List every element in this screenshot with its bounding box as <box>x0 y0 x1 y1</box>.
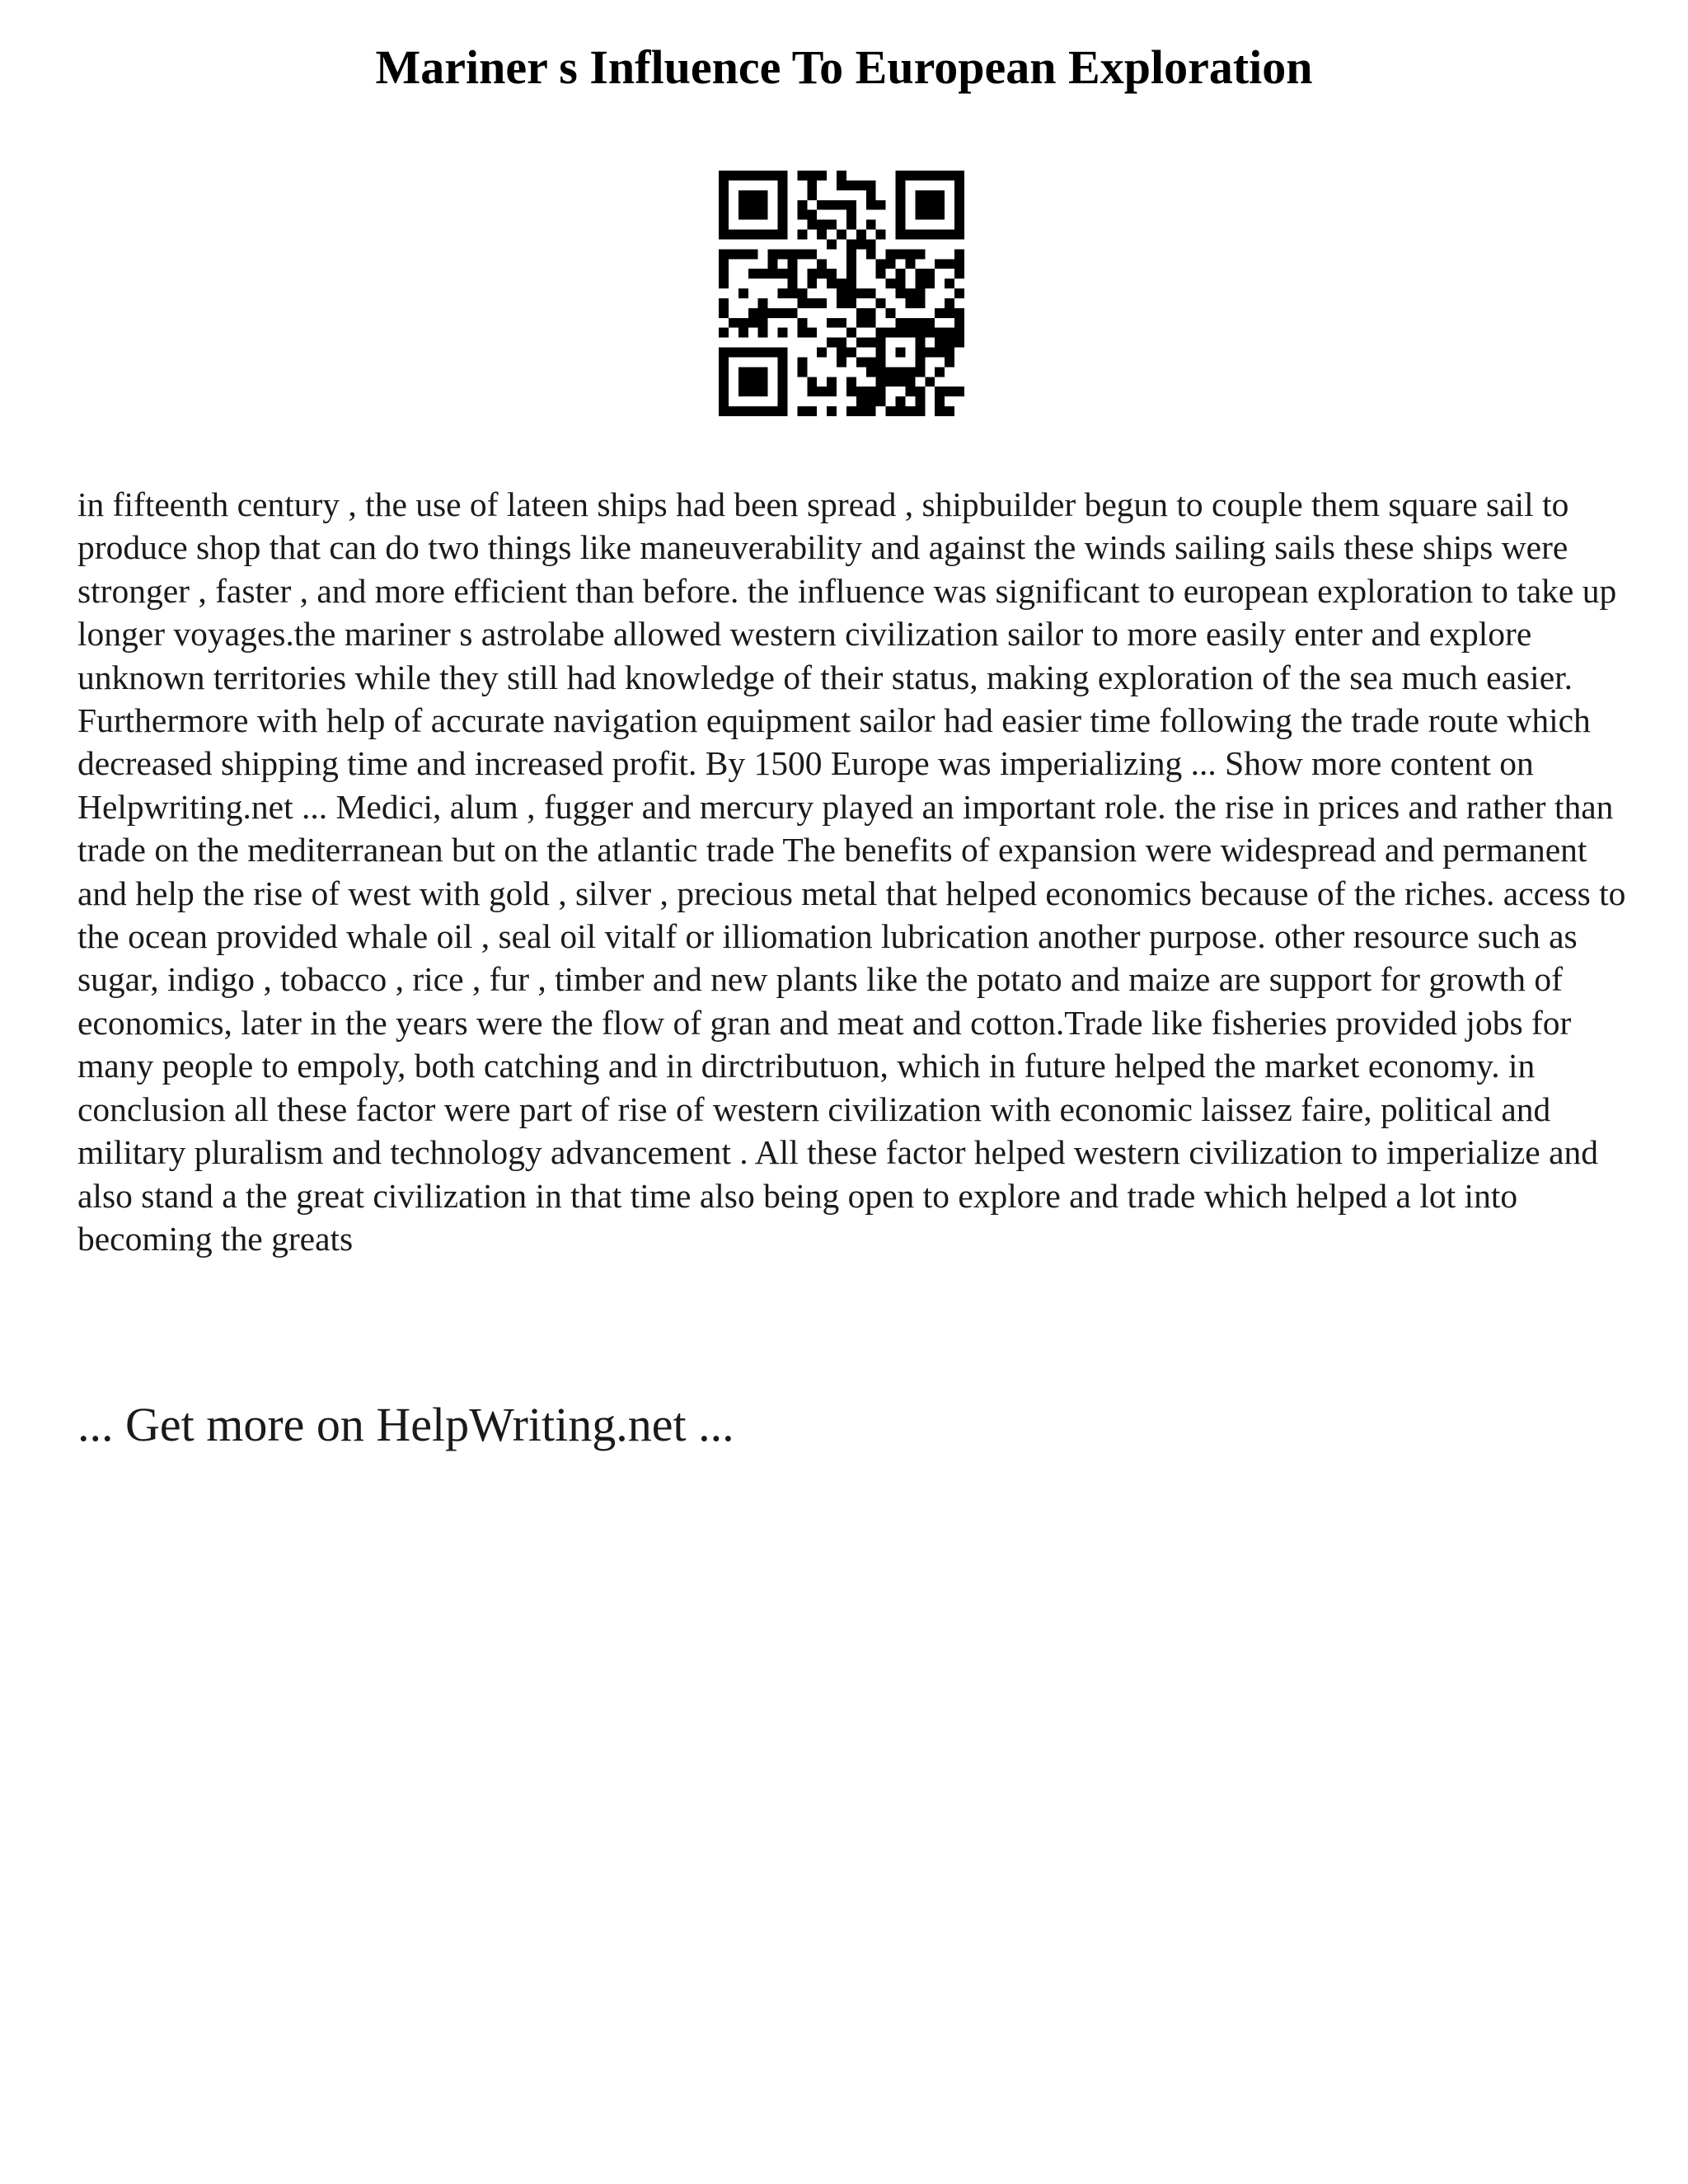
get-more-link[interactable]: ... Get more on HelpWriting.net ... <box>77 1398 734 1451</box>
body-paragraph: in fifteenth century , the use of lateen ships had been spread , shipbuilder begun to couple them square sail to produce shop that can do two things like maneuverability and against the winds sailing sails these ships were stronger , faster , and more efficient than before. the influence was significant to european exploration to take up longer voyages.the mariner s astrolabe allowed western civilization sailor to more easily enter and explore unknown territories while they still had knowledge of their status, making exploration of the sea much easier. Furthermore with help of accurate navigation equipment sailor had easier time following the trade route which decreased shipping time and increased profit. By 1500 Europe was imperializing ... Show more content on Helpwriting.net ... Medici, alum , fugger and mercury played an important role. the rise in prices and rather than trade on the mediterranean but on the atlantic trade The benefits of expansion were widespread and permanent and help the rise of west with gold , silver , precious metal that helped economics because of the riches. access to the ocean provided whale oil , seal oil vitalf or illiomation lubrication another purpose. other resource such as sugar, indigo , tobacco , rice , fur , timber and new plants like the potato and maize are support for growth of economics, later in the years were the flow of gran and meat and cotton.Trade like fisheries provided jobs for many people to empoly, both catching and in dirctributuon, which in future helped the market economy. in conclusion all these factor were part of rise of western civilization with economic laissez faire, political and military pluralism and technology advancement . All these factor helped western civilization to imperialize and also stand a the great civilization in that time also being open to explore and trade which helped a lot into becoming the greats <box>77 485 1626 1258</box>
qr-code-icon <box>719 171 964 416</box>
page-title: Mariner s Influence To European Exploration <box>375 40 1313 94</box>
